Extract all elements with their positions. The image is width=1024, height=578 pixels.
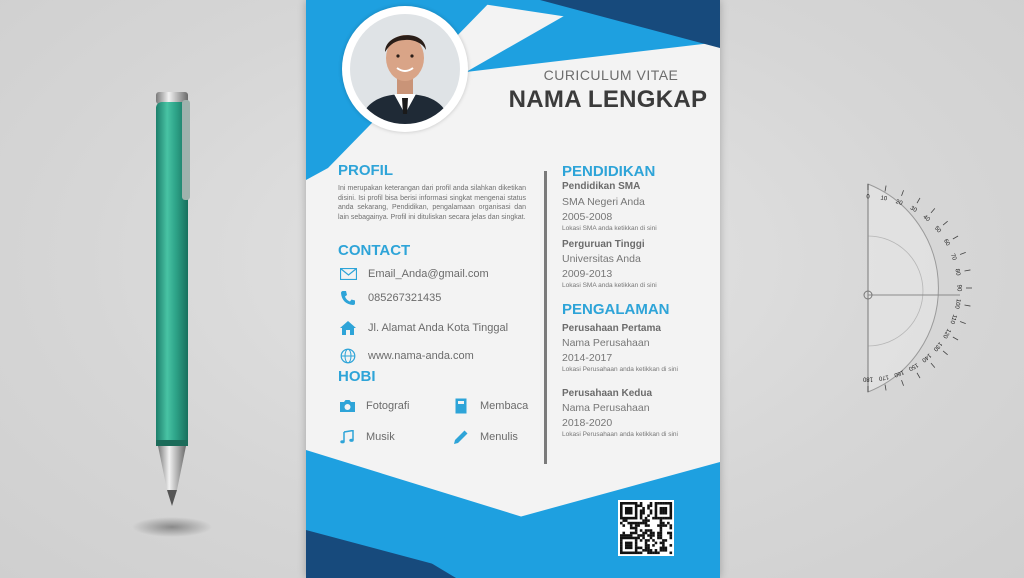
protractor-label: 10 [879, 195, 888, 203]
exp-name: Nama Perusahaan [562, 402, 650, 414]
music-icon [338, 429, 356, 445]
protractor-label: 20 [894, 199, 904, 207]
protractor-tick [917, 198, 920, 203]
phone-icon [338, 290, 358, 306]
protractor-label: 160 [893, 368, 905, 378]
protractor-label: 120 [941, 327, 952, 340]
pengalaman-title: PENGALAMAN [562, 301, 670, 318]
cv-page [306, 0, 720, 578]
protractor-label: 180 [862, 375, 874, 382]
protractor-label: 60 [942, 238, 951, 248]
protractor-tick [902, 190, 904, 196]
protractor-label: 70 [949, 252, 957, 262]
edu-school: SMA Negeri Anda [562, 196, 645, 208]
edu-years: 2009-2013 [562, 268, 613, 280]
pencil-icon [452, 429, 470, 445]
protractor-label: 80 [953, 268, 961, 277]
edu-level: Pendidikan SMA [562, 181, 641, 192]
protractor-tick [931, 363, 935, 368]
camera-icon [338, 398, 356, 414]
protractor-tick [960, 252, 966, 254]
protractor-label: 140 [920, 351, 932, 363]
edu-years: 2005-2008 [562, 211, 613, 223]
protractor-tick [953, 337, 958, 340]
column-divider [544, 171, 547, 464]
protractor-tick [902, 380, 904, 386]
pen-image [0, 0, 300, 578]
protractor-label: 100 [953, 298, 961, 310]
exp-location: Lokasi Perusahaan anda ketikkan di sini [562, 431, 678, 438]
hobi-item [338, 429, 395, 445]
protractor-tick [965, 270, 971, 271]
hobi-item [338, 398, 409, 414]
exp-years: 2018-2020 [562, 417, 613, 429]
full-name: NAMA LENGKAP [508, 86, 708, 113]
protractor-label: 40 [921, 214, 931, 224]
protractor-label: 50 [932, 225, 942, 235]
hobi-label: Membaca [480, 400, 529, 412]
exp-company: Perusahaan Pertama [562, 323, 661, 334]
globe-icon [338, 348, 358, 364]
contact-address [338, 319, 508, 337]
protractor-tick [885, 186, 886, 192]
protractor-tick [931, 208, 935, 213]
protractor-label: 150 [907, 361, 920, 372]
hobi-label: Musik [366, 431, 395, 443]
email-value: Email_Anda@gmail.com [368, 268, 489, 280]
contact-website [338, 347, 474, 365]
profile-photo [350, 14, 460, 124]
qr-code [618, 500, 674, 556]
edu-school: Universitas Anda [562, 253, 641, 265]
edu-location: Lokasi SMA anda ketikkan di sini [562, 282, 657, 289]
hobi-item [452, 429, 518, 445]
edu-location: Lokasi SMA anda ketikkan di sini [562, 225, 657, 232]
contact-phone [338, 289, 441, 307]
protractor-tick [943, 351, 948, 355]
website-value: www.nama-anda.com [368, 350, 474, 362]
protractor-tick [953, 236, 958, 239]
protractor-label: 130 [931, 340, 943, 352]
protractor-image [840, 170, 1000, 410]
protractor-label: 0 [866, 194, 870, 201]
exp-years: 2014-2017 [562, 352, 613, 364]
exp-location: Lokasi Perusahaan anda ketikkan di sini [562, 366, 678, 373]
edu-level: Perguruan Tinggi [562, 239, 645, 250]
profil-text: Ini merupakan keterangan dari profil anda silahkan diketikan disini. Isi profil bisa berisi informasi singkat mengenai status anda sekarang, Pendidikan, pengalamaan organisasi dan lain sebagainya. Profil ini dituliskan secara jelas dan singkat. [338, 185, 526, 221]
protractor-tick [917, 373, 920, 378]
protractor-label: 30 [908, 205, 918, 214]
protractor-label: 110 [948, 313, 958, 325]
contact-title: CONTACT [338, 242, 411, 259]
hobi-label: Menulis [480, 431, 518, 443]
protractor-tick [885, 385, 886, 391]
cv-subtitle: CURICULUM VITAE [543, 67, 679, 83]
book-icon [452, 398, 470, 414]
email-icon [338, 266, 358, 282]
hobi-item [452, 398, 528, 414]
exp-company: Perusahaan Kedua [562, 388, 653, 399]
protractor-tick [943, 221, 948, 225]
hobi-title: HOBI [338, 368, 376, 385]
contact-email [338, 265, 489, 283]
home-icon [338, 320, 358, 336]
protractor-tick [965, 305, 971, 306]
protractor-tick [960, 322, 966, 324]
phone-value: 085267321435 [368, 292, 442, 304]
protractor-label: 90 [955, 284, 962, 292]
hobi-label: Fotografi [366, 400, 410, 412]
pendidikan-title: PENDIDIKAN [562, 163, 656, 180]
address-value: Jl. Alamat Anda Kota Tinggal [368, 322, 509, 334]
protractor-label: 170 [878, 373, 890, 381]
exp-name: Nama Perusahaan [562, 337, 650, 349]
profile-photo-frame [342, 6, 468, 132]
profil-title: PROFIL [338, 162, 393, 179]
